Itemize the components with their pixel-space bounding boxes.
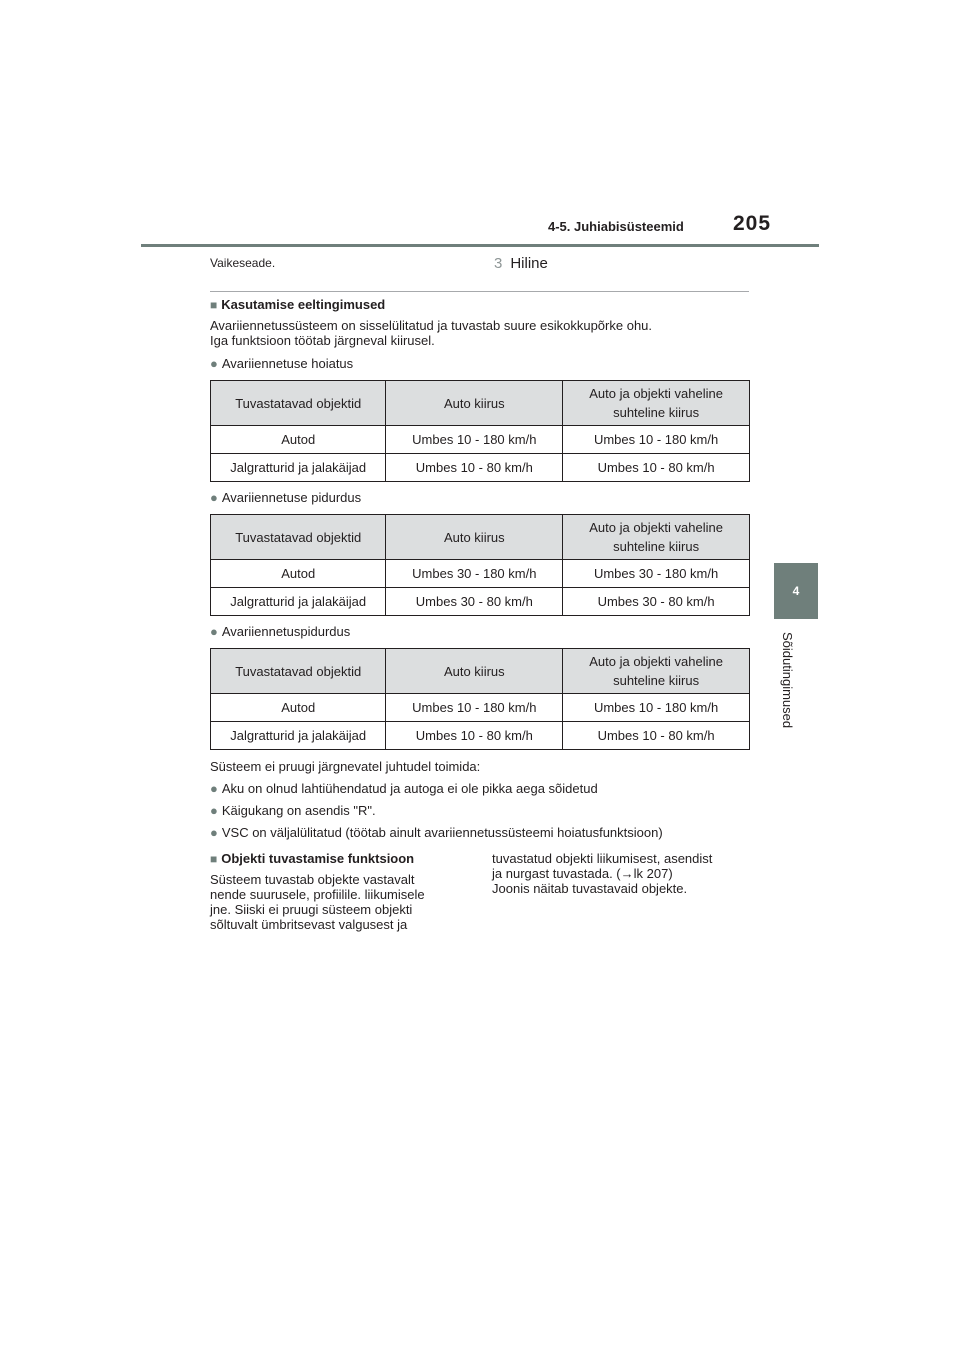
condition-item (210, 781, 598, 796)
col-header-relative-speed: Auto ja objekti vaheline suhteline kiirus (563, 381, 750, 426)
table-cell: Umbes 10 - 180 km/h (563, 694, 750, 722)
square-bullet-icon: ■ (210, 852, 218, 866)
condition-text: Aku on olnud lahtiühendatud ja autoga ei ole pikka aega sõidetud (221, 781, 598, 796)
table-cell: Autod (211, 560, 386, 588)
ref-text: ja nurgast tuvastada. ( (492, 866, 621, 881)
step-item (494, 255, 548, 272)
table-cell: Autod (211, 694, 386, 722)
detection-left-line: sõltuvalt ümbritsevast valgusest ja (210, 917, 408, 932)
table-cell: Umbes 30 - 180 km/h (386, 560, 563, 588)
col-header-relative-speed: Auto ja objekti vaheline suhteline kiirus (563, 649, 750, 694)
detection-left-line: jne. Siiski ei pruugi süsteem objekti (210, 902, 413, 917)
table-cell: Umbes 10 - 80 km/h (386, 722, 563, 750)
table-cell: Jalgratturid ja jalakäijad (211, 454, 386, 482)
round-bullet-icon: ● (210, 803, 218, 818)
detection-left-line: nende suurusele, profiilile. liikumisele (210, 887, 425, 902)
usage-heading (210, 297, 385, 313)
detection-right-line: tuvastatud objekti liikumisest, asendist (492, 851, 713, 866)
table-2-title-text: Avariiennetuse pidurdus (221, 490, 362, 505)
square-bullet-icon: ■ (210, 298, 218, 312)
round-bullet-icon: ● (210, 624, 218, 639)
col-header-speed: Auto kiirus (386, 381, 563, 426)
col-header-relative-speed: Auto ja objekti vaheline suhteline kiirus (563, 515, 750, 560)
table-cell: Umbes 10 - 180 km/h (386, 694, 563, 722)
usage-heading-text: Kasutamise eeltingimused (221, 297, 386, 312)
table-cell: Jalgratturid ja jalakäijad (211, 722, 386, 750)
detection-heading-text: Objekti tuvastamise funktsioon (221, 851, 415, 866)
condition-item (210, 803, 376, 818)
table-cell: Umbes 10 - 180 km/h (563, 426, 750, 454)
table-cell: Umbes 30 - 180 km/h (563, 560, 750, 588)
arrow-right-icon: → (620, 866, 634, 881)
table-1-title-text: Avariiennetuse hoiatus (221, 356, 354, 371)
table-3-title-text: Avariiennetuspidurdus (221, 624, 351, 639)
col-header-objects: Tuvastatavad objektid (211, 649, 386, 694)
detection-right-line: Joonis näitab tuvastavaid objekte. (492, 881, 688, 896)
section-divider (210, 291, 749, 292)
table-cell: Umbes 30 - 80 km/h (563, 588, 750, 616)
detection-right-line-ref (492, 866, 673, 881)
step-number: 3 (494, 255, 503, 272)
round-bullet-icon: ● (210, 490, 218, 505)
intro-text: Vaikeseade. (210, 256, 276, 270)
table-cell: Umbes 10 - 180 km/h (386, 426, 563, 454)
detection-heading (210, 851, 414, 867)
condition-item (210, 825, 663, 840)
table-row (211, 426, 750, 454)
table-row (211, 694, 750, 722)
table-row (211, 454, 750, 482)
table-2-title (210, 490, 361, 505)
usage-line-2: Iga funktsioon töötab järgneval kiirusel. (210, 333, 435, 348)
round-bullet-icon: ● (210, 781, 218, 796)
page-ref-link[interactable]: lk 207) (633, 866, 673, 881)
speed-table-warning (210, 380, 750, 482)
chapter-label-text: Sõidutingimused (780, 632, 795, 729)
table-cell: Umbes 30 - 80 km/h (386, 588, 563, 616)
round-bullet-icon: ● (210, 356, 218, 371)
conditions-intro: Süsteem ei pruugi järgnevatel juhtudel toimida: (210, 759, 481, 774)
table-1-title (210, 356, 353, 371)
chapter-tab (774, 563, 818, 619)
round-bullet-icon: ● (210, 825, 218, 840)
main-header-rule (141, 244, 819, 247)
col-header-speed: Auto kiirus (386, 515, 563, 560)
step-label: Hiline (510, 255, 548, 272)
speed-table-braking (210, 514, 750, 616)
col-header-objects: Tuvastatavad objektid (211, 515, 386, 560)
table-cell: Umbes 10 - 80 km/h (563, 722, 750, 750)
page-number: 205 (733, 212, 772, 235)
usage-line-1: Avariiennetussüsteem on sisselülitatud ja tuvastab suure esikokkupõrke ohu. (210, 318, 653, 333)
col-header-speed: Auto kiirus (386, 649, 563, 694)
col-header-objects: Tuvastatavad objektid (211, 381, 386, 426)
table-row (211, 588, 750, 616)
condition-text: VSC on väljalülitatud (töötab ainult avariiennetussüsteemi hoiatusfunktsioon) (221, 825, 663, 840)
table-cell: Umbes 10 - 80 km/h (386, 454, 563, 482)
detection-left-line: Süsteem tuvastab objekte vastavalt (210, 872, 415, 887)
table-row (211, 722, 750, 750)
table-cell: Jalgratturid ja jalakäijad (211, 588, 386, 616)
table-cell: Umbes 10 - 80 km/h (563, 454, 750, 482)
table-row (211, 560, 750, 588)
condition-text: Käigukang on asendis "R". (221, 803, 376, 818)
table-cell: Autod (211, 426, 386, 454)
table-3-title (210, 624, 350, 639)
speed-table-emergency-braking (210, 648, 750, 750)
chapter-label (780, 632, 808, 752)
chapter-number: 4 (792, 584, 800, 598)
section-title: 4-5. Juhiabisüsteemid (548, 219, 684, 234)
